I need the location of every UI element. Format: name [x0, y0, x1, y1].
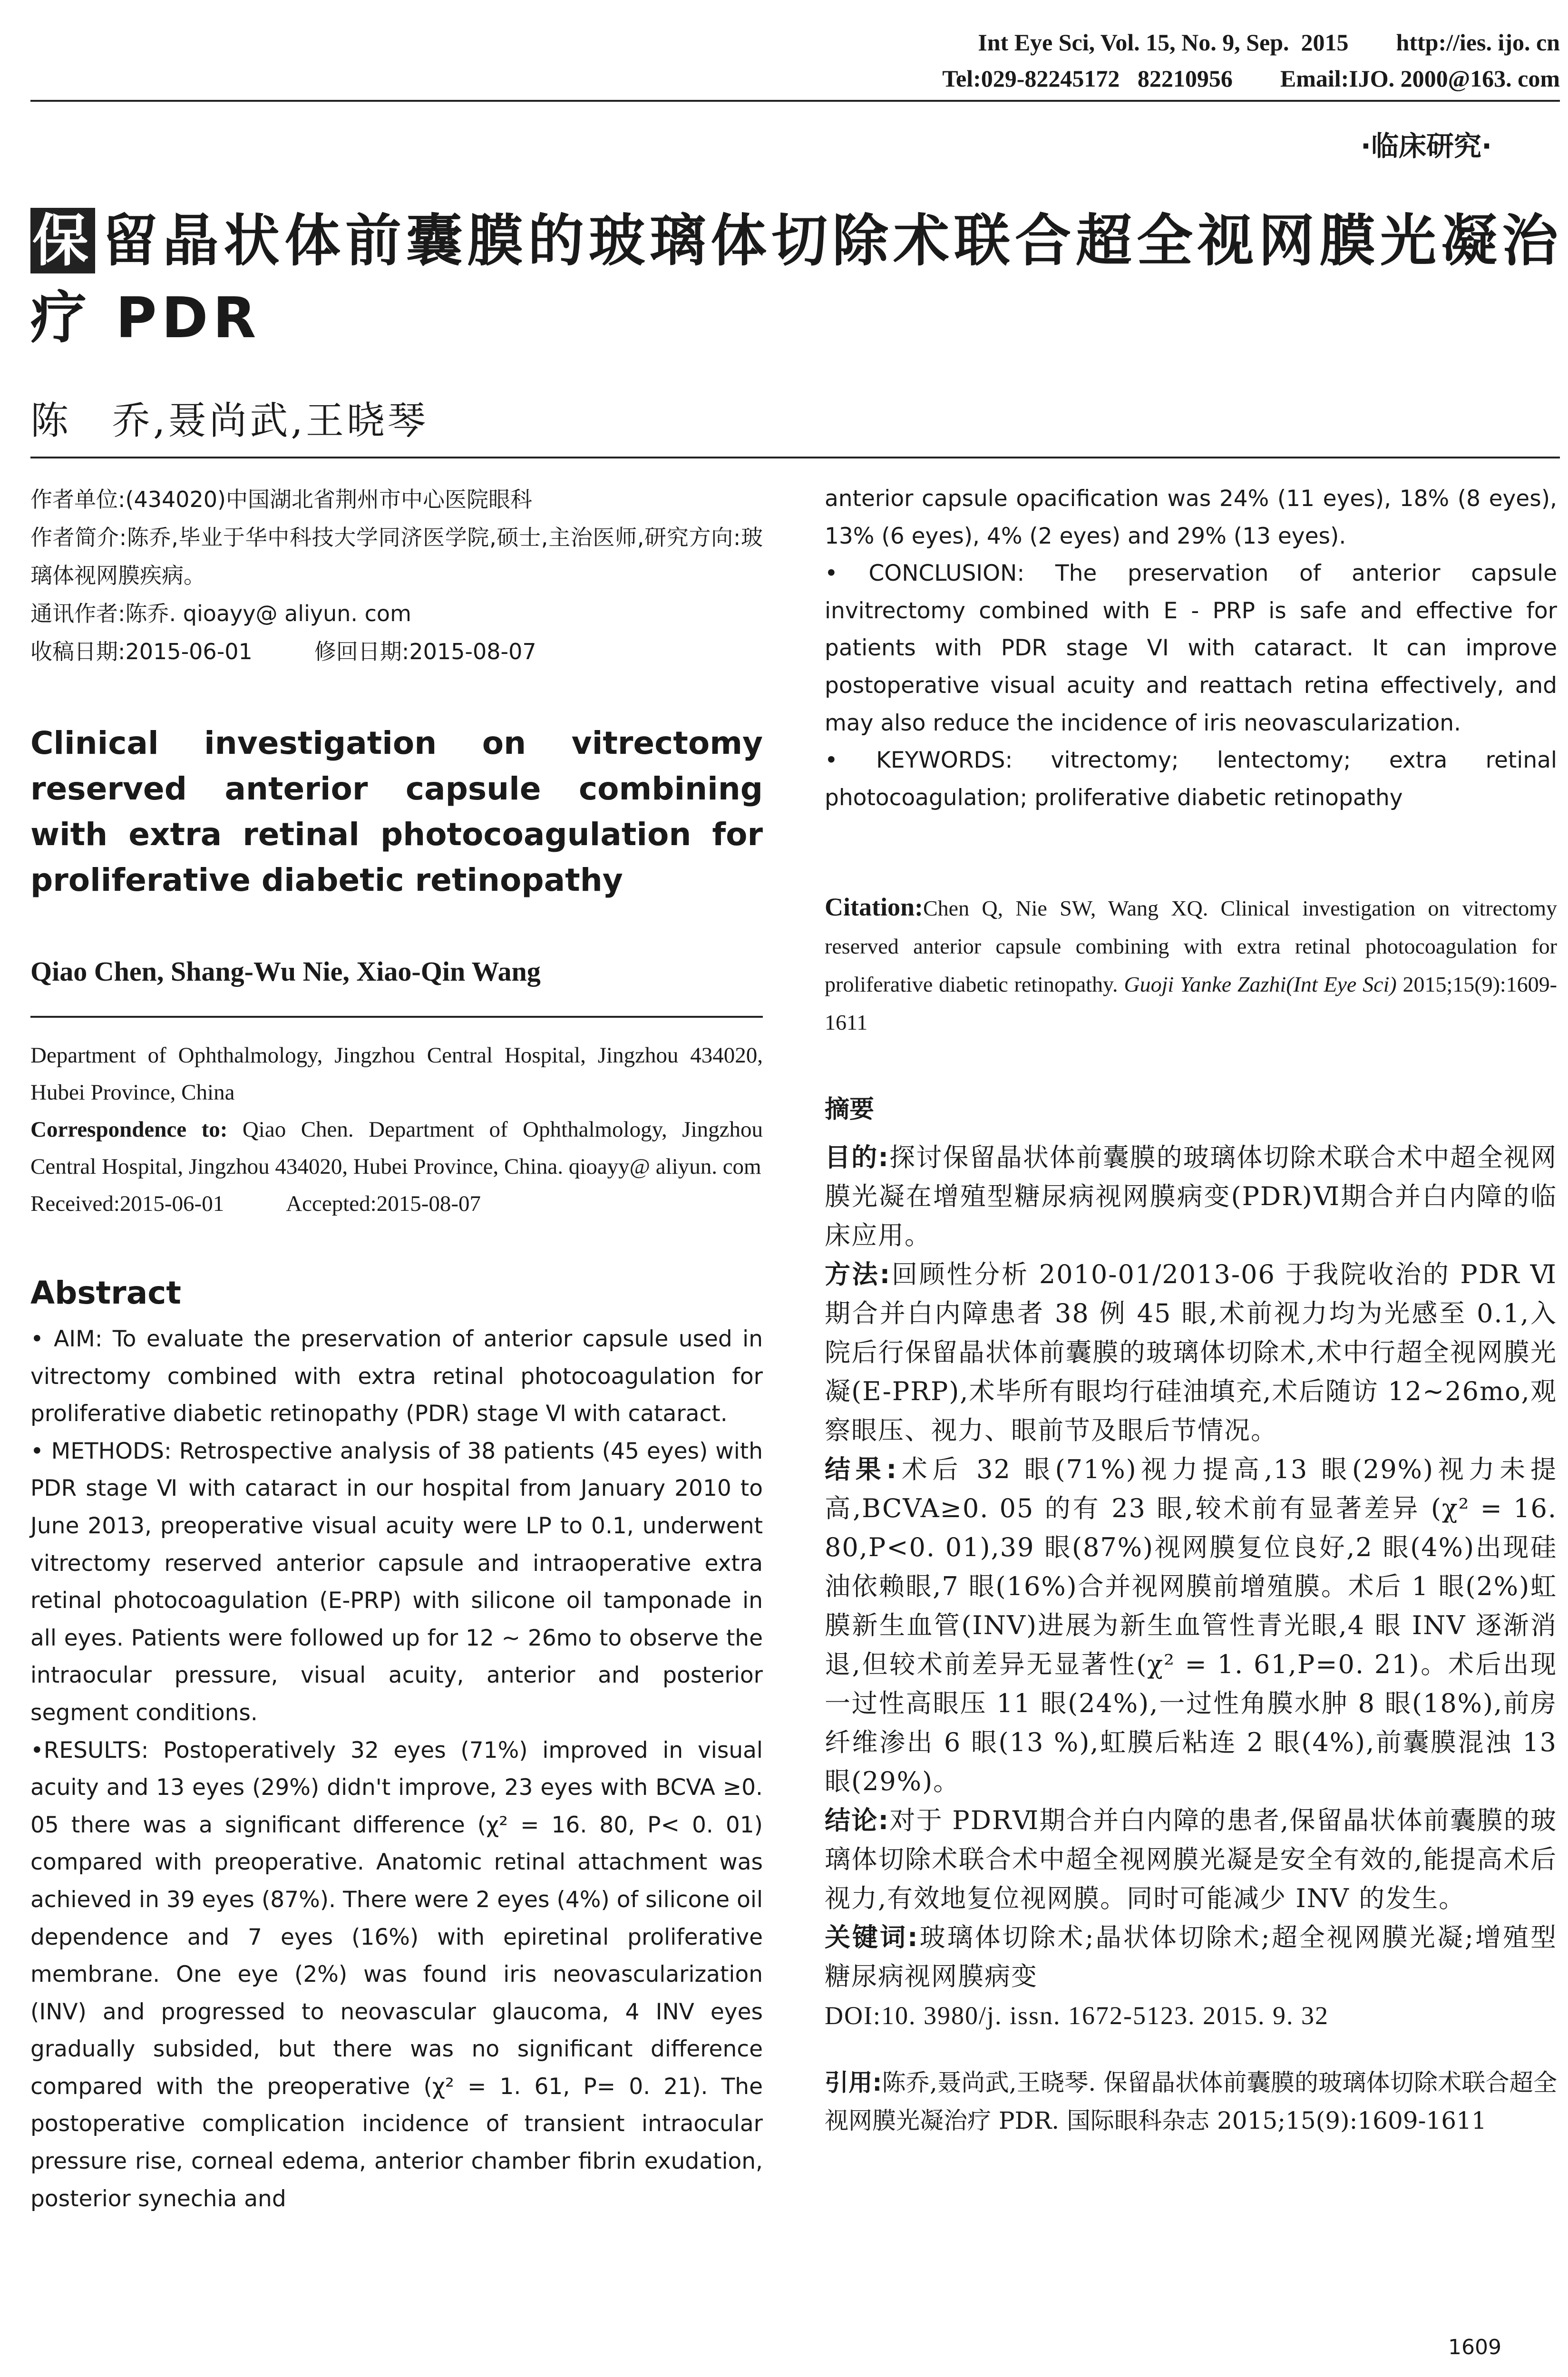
- corresponding-author: 通讯作者:陈乔. qioayy@ aliyun. com: [30, 601, 411, 626]
- citation-journal: Guoji Yanke Zazhi(Int Eye Sci): [1124, 972, 1397, 997]
- cn-abstract-heading: 摘要: [825, 1095, 875, 1124]
- left-column: [30, 480, 763, 2218]
- english-title: Clinical investigation on vitrectomy reserved anterior capsule combining with extra retinal photocoagulation for proliferative diabetic retinopathy: [30, 725, 763, 898]
- dates-cn: [30, 633, 763, 671]
- citation-cn-label: 引用:: [825, 2069, 882, 2097]
- citation-cn-text: 陈乔,聂尚武,王晓琴. 保留晶状体前囊膜的玻璃体切除术联合超全视网膜光凝治疗 PDR. 国际眼科杂志 2015;15(9):1609-1611: [825, 2069, 1557, 2135]
- journal-info-line: Int Eye Sci, Vol. 15, No. 9, Sep. 2015 http://ies. ijo. cn: [978, 29, 1560, 56]
- department: Department of Ophthalmology, Jingzhou Central Hospital, Jingzhou 434020, Hubei Province, China: [30, 1043, 763, 1105]
- cn-conclusion: [825, 1801, 1557, 1918]
- article-title: [30, 202, 1567, 356]
- received-date: Received:2015-06-01: [30, 1191, 224, 1216]
- citation: [825, 888, 1557, 1042]
- cn-conclusion-text: 对于 PDRⅥ期合并白内障的患者,保留晶状体前囊膜的玻璃体切除术联合术中超全视网膜光凝是安全有效的,能提高术后视力,有效地复位视网膜。同时可能减少 INV 的发生。: [825, 1805, 1557, 1914]
- cn-keywords-label: 关键词:: [825, 1922, 919, 1953]
- abstract-results: •RESULTS: Postoperatively 32 eyes (71%) improved in visual acuity and 13 eyes (29%) didn't improve, 23 eyes with BCVA ≥0. 05 there was a significant difference (χ² = 16. 80, P< 0. 01) compared with preoperative. Anatomic retinal attachment was achieved in 39 eyes (87%). There were 2 eyes (4%) of silicone oil dependence and 7 eyes (16%) with epiretinal proliferative membrane. One eye (2%) was found iris neovascularization (INV) and progressed to neovascular glaucoma, 4 INV eyes gradually subsided, but there was no significant difference compared with the preoperative (χ² = 1. 61, P= 0. 21). The postoperative complication incidence of transient intraocular pressure rise, corneal edema, anterior chamber fibrin exudation, posterior synechia and: [30, 1737, 763, 2212]
- cn-conclusion-label: 结论:: [825, 1805, 890, 1836]
- header-rule: [30, 100, 1560, 102]
- cn-results-text: 术后 32 眼(71%)视力提高,13 眼(29%)视力未提高,BCVA≥0. 05 的有 23 眼,较术前有显著差异 (χ² = 16. 80,P<0. 01),39 眼(87%)视网膜复位良好,2 眼(4%)出现硅油依赖眼,7 眼(16%)合并视网膜前增殖膜。术后 1 眼(2%)虹膜新生血管(INV)进展为新生血管性青光眼,4 眼 INV 逐渐消退,但较术前差异无显著性(χ² = 1. 61,P=0. 21)。术后出现一过性高眼压 11 眼(24%),一过性角膜水肿 8 眼(18%),前房纤维渗出 6 眼(13 %),虹膜后粘连 2 眼(4%),前囊膜混浊 13 眼(29%)。: [825, 1454, 1557, 1797]
- correspondence: [30, 1111, 763, 1185]
- cn-results: [825, 1450, 1557, 1801]
- column-rule: [30, 1016, 763, 1018]
- correspondence-label: Correspondence to:: [30, 1117, 228, 1142]
- title-rest: 留晶状体前囊膜的玻璃体切除术联合超全视网膜光凝治疗 PDR: [30, 208, 1563, 351]
- citation-label: Citation:: [825, 893, 923, 922]
- citation-cn: [825, 2064, 1557, 2140]
- abstract-methods: • METHODS: Retrospective analysis of 38 patients (45 eyes) with PDR stage Ⅵ with cataract in our hospital from January 2010 to June 2013, preoperative visual acuity were LP to 0.1, underwent vitrectomy reserved anterior capsule and intraoperative extra retinal photocoagulation (E-PRP) with silicone oil tamponade in all eyes. Patients were followed up for 12 ~ 26mo to observe the intraocular pressure, visual acuity, anterior and posterior segment conditions.: [30, 1438, 763, 1726]
- abstract-conclusion: • CONCLUSION: The preservation of anterior capsule invitrectomy combined with E - PRP is safe and effective for patients with PDR stage VI with cataract. It can improve postoperative visual acuity and reattach retina effectively, and may also reduce the incidence of iris neovascularization.: [825, 560, 1557, 736]
- author-info-cn: [30, 480, 763, 671]
- received-date-cn: 收稿日期:2015-06-01: [30, 639, 253, 664]
- citation-tail: 2015;15(9):1609-1611: [825, 972, 1557, 1035]
- dates-en: [30, 1185, 763, 1222]
- cn-results-label: 结果:: [825, 1454, 898, 1485]
- cn-keywords-text: 玻璃体切除术;晶状体切除术;超全视网膜光凝;增殖型糖尿病视网膜病变: [825, 1922, 1557, 1992]
- accepted-date: Accepted:2015-08-07: [286, 1191, 481, 1216]
- doi: DOI:10. 3980/j. issn. 1672-5123. 2015. 9. 32: [825, 2001, 1329, 2030]
- cn-abstract-body: [825, 1138, 1557, 2035]
- abstract-body: [30, 1321, 763, 2218]
- section-tag: ·临床研究·: [1360, 130, 1492, 162]
- right-column: [825, 480, 1557, 2140]
- abstract-results-cont: anterior capsule opacification was 24% (11 eyes), 18% (8 eyes), 13% (6 eyes), 4% (2 eyes) and 29% (13 eyes).: [825, 486, 1557, 549]
- citation-text: Chen Q, Nie SW, Wang XQ. Clinical investigation on vitrectomy reserved anterior capsule combining with extra retinal photocoagulation for proliferative diabetic retinopathy.: [825, 896, 1557, 997]
- journal-header: [30, 24, 1560, 105]
- authors-cn: 陈 乔,聂尚武,王晓琴: [30, 399, 429, 443]
- revised-date-cn: 修回日期:2015-08-07: [314, 639, 536, 664]
- cn-objective: [825, 1138, 1557, 1255]
- abstract-aim: • AIM: To evaluate the preservation of anterior capsule used in vitrectomy combined with extra retinal photocoagulation for proliferative diabetic retinopathy (PDR) stage Ⅵ with cataract.: [30, 1326, 763, 1427]
- journal-contact-line: Tel:029-82245172 82210956 Email:IJO. 2000@163. com: [942, 65, 1560, 92]
- abstract-keywords: • KEYWORDS: vitrectomy; lentectomy; extra retinal photocoagulation; proliferative diabetic retinopathy: [825, 747, 1557, 811]
- page-number: 1609: [1448, 2335, 1501, 2359]
- abstract-body-continued: [825, 480, 1557, 817]
- author-intro: 作者简介:陈乔,毕业于华中科技大学同济医学院,硕士,主治医师,研究方向:玻璃体视网膜疾病。: [30, 525, 763, 588]
- cn-keywords: [825, 1918, 1557, 1996]
- abstract-heading: Abstract: [30, 1275, 181, 1311]
- title-rule: [30, 457, 1560, 458]
- cn-objective-text: 探讨保留晶状体前囊膜的玻璃体切除术联合术中超全视网膜光凝在增殖型糖尿病视网膜病变(PDR)Ⅵ期合并白内障的临床应用。: [825, 1142, 1557, 1251]
- correspondence-text: Qiao Chen. Department of Ophthalmology, Jingzhou Central Hospital, Jingzhou 434020, Hubei Province, China. qioayy@ aliyun. com: [30, 1117, 763, 1179]
- affiliation: [30, 1037, 763, 1222]
- title-first-char: 保: [30, 208, 95, 273]
- cn-objective-label: 目的:: [825, 1142, 889, 1173]
- cn-methods-label: 方法:: [825, 1259, 891, 1290]
- cn-methods: [825, 1255, 1557, 1450]
- english-authors: Qiao Chen, Shang-Wu Nie, Xiao-Qin Wang: [30, 956, 541, 987]
- author-unit: 作者单位:(434020)中国湖北省荆州市中心医院眼科: [30, 487, 532, 512]
- cn-methods-text: 回顾性分析 2010-01/2013-06 于我院收治的 PDR Ⅵ期合并白内障患者 38 例 45 眼,术前视力均为光感至 0.1,入院后行保留晶状体前囊膜的玻璃体切除术,术中行超全视网膜光凝(E-PRP),术毕所有眼均行硅油填充,术后随访 12~26mo,观察眼压、视力、眼前节及眼后节情况。: [825, 1259, 1557, 1446]
